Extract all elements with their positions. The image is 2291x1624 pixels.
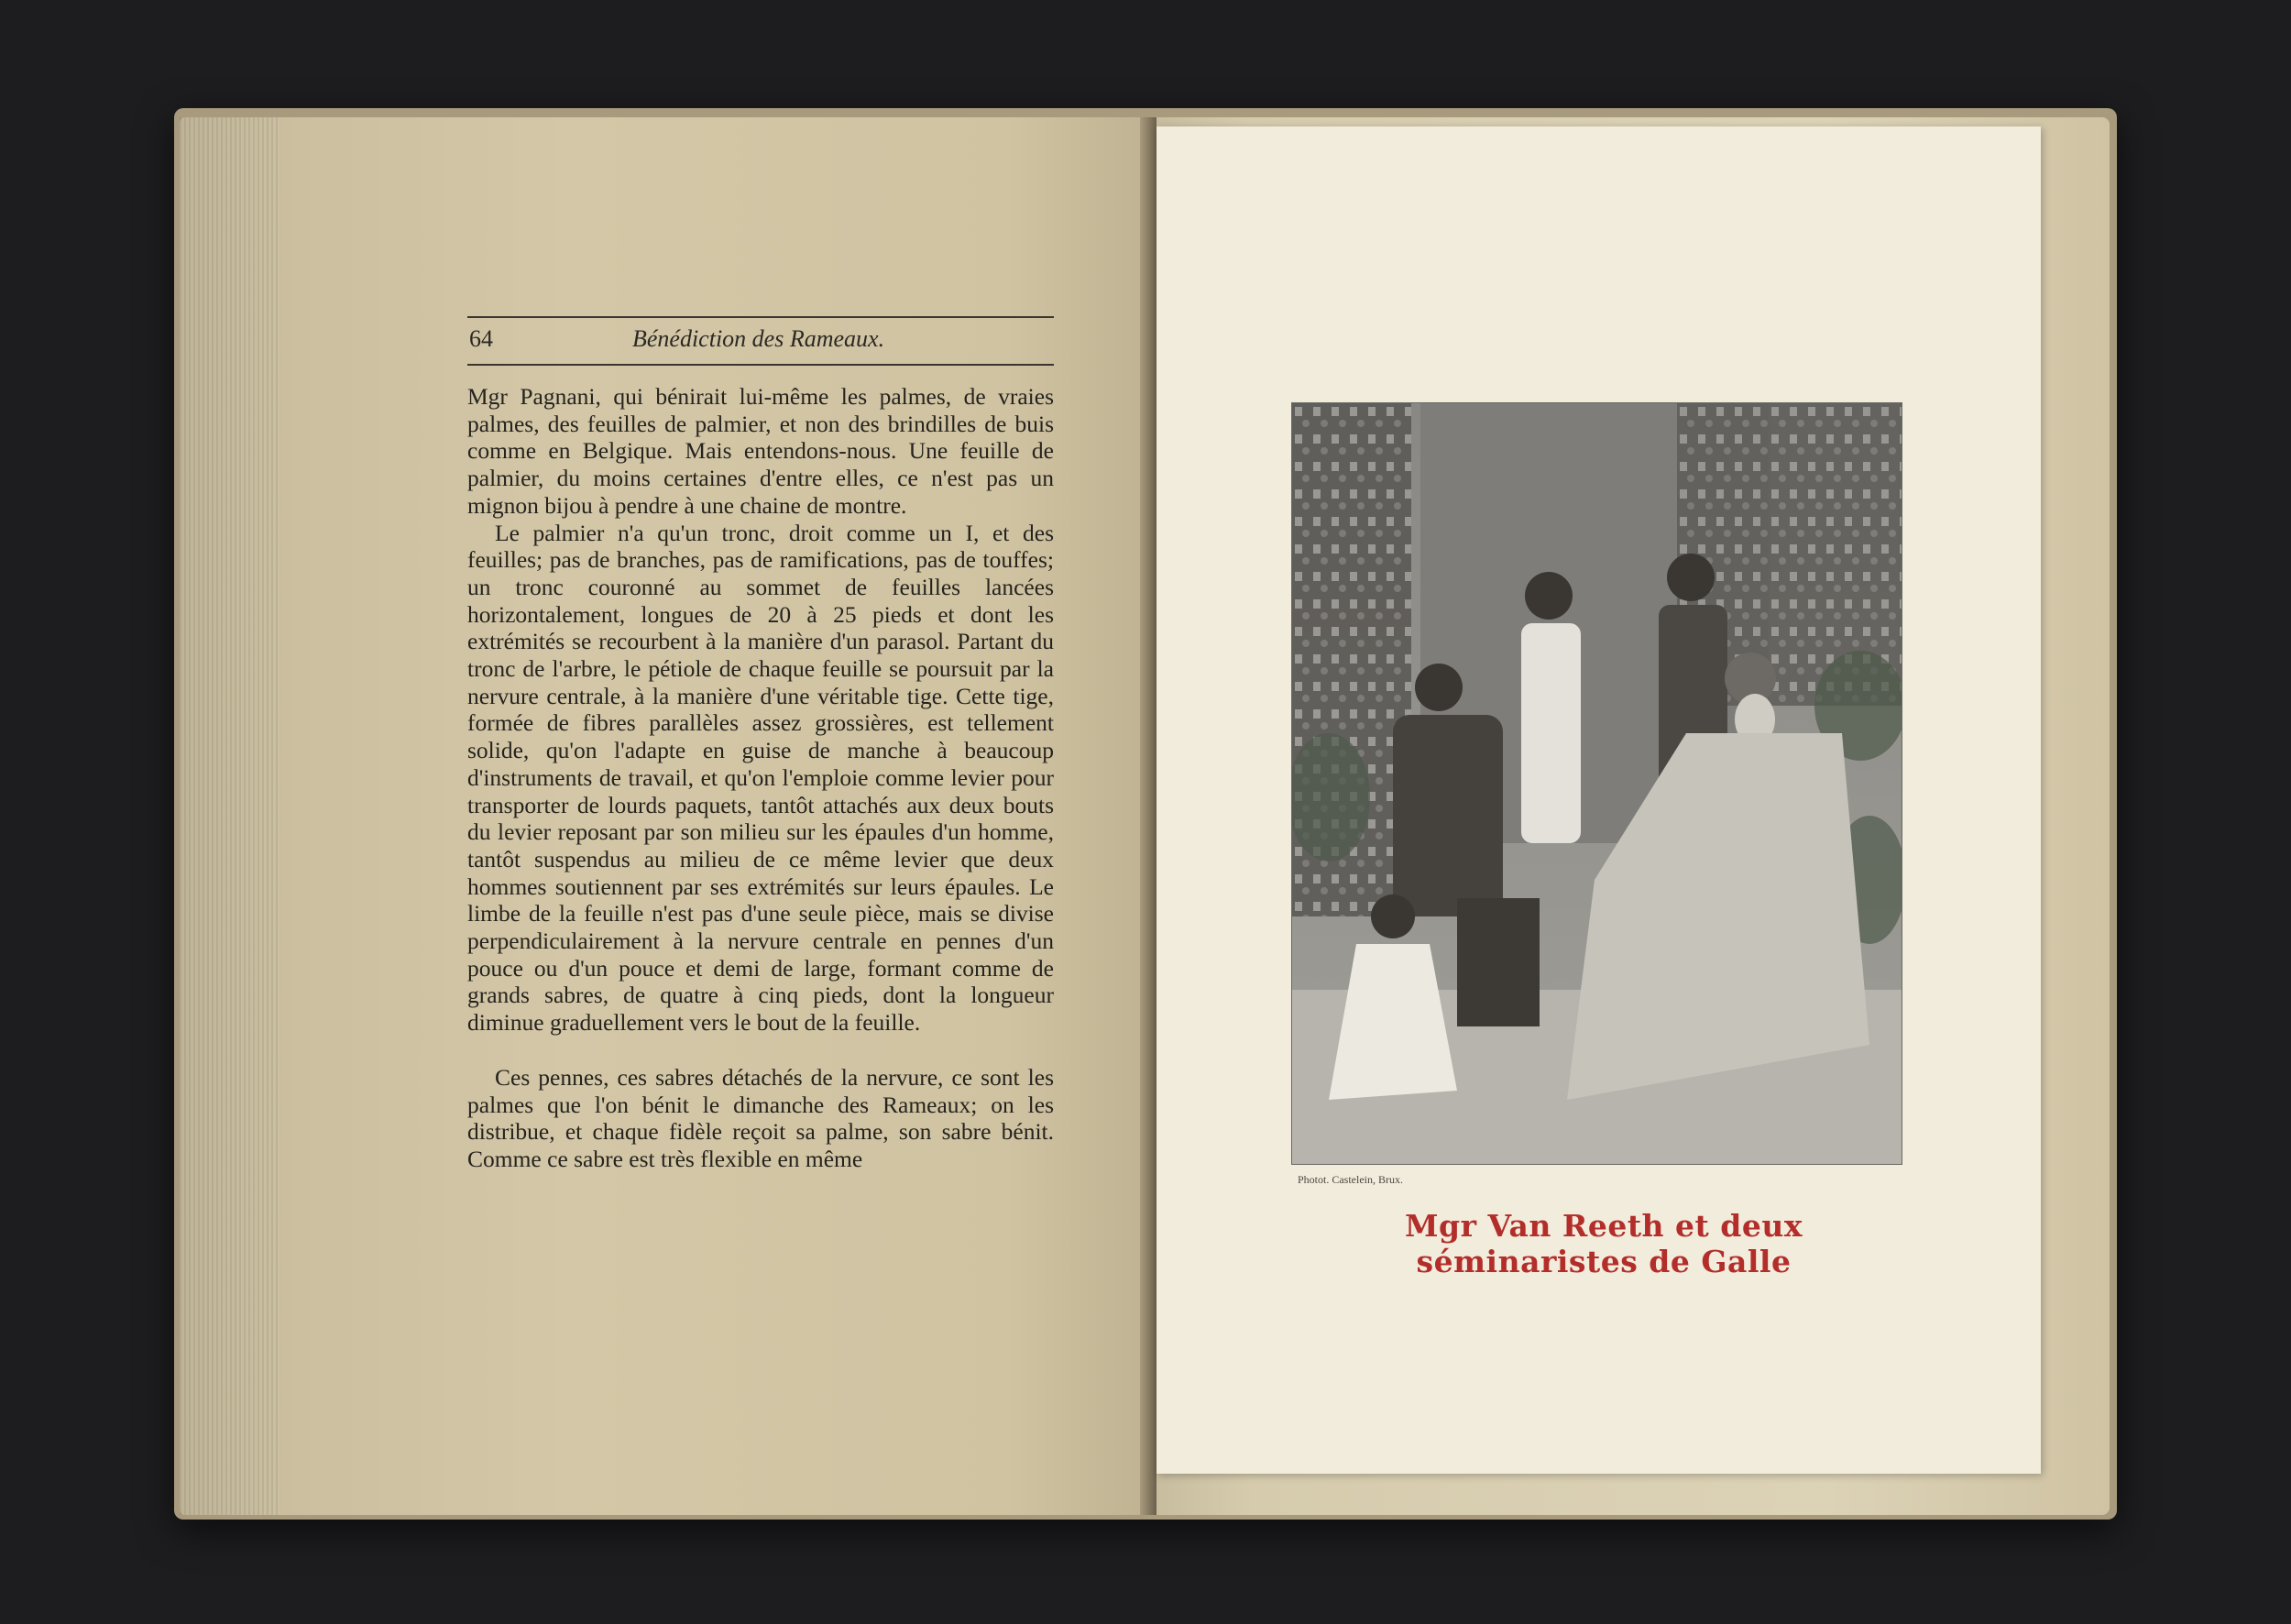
photo-credit: Photot. Castelein, Brux. — [1298, 1173, 1403, 1186]
body-text — [467, 383, 1054, 1173]
page-number: 64 — [469, 325, 493, 352]
paragraph: Ces pennes, ces sabres détachés de la nervure, ce sont les palmes que l'on bénit le dimanche des Rameaux; on les distribue, et chaque fidèle reçoit sa palme, son sabre bénit. Comme ce sabre est très flexible en même — [467, 1063, 1054, 1172]
paragraph: Le palmier n'a qu'un tronc, droit comme un I, et des feuilles; pas de branches, pas de ramifications, pas de touffes; un tronc couronné au sommet de feuilles lancées horizontalement, longues de 20 à 25 pieds et dont les extrémités se recourbent à la manière d'un parasol. Partant du tronc de l'arbre, le pétiole de chaque feuille se poursuit par la nervure centrale, à la manière d'une véritable tige. Cette tige, formée de fibres parallèles assez grossières, est tellement solide, qu'on l'adapte en guise de manche à beaucoup d'instruments de travail, et qu'on l'emploie comme levier pour transporter de lourds paquets, tantôt attachés aux deux bouts du levier reposant par son milieu sur les épaules d'un homme, tantôt suspendus au milieu de ce même levier que deux hommes soutiennent par ses extrémités sur leurs épaules. Le limbe de la feuille n'est pas d'une seule pièce, mais se divise perpendiculairement à la nervure centrale en pennes d'un pouce ou d'un pouce et demi de large, formant comme de grands sabres, de quatre à cinq pieds, dont la longueur diminue graduellement vers le bout de la feuille. — [467, 519, 1054, 1037]
paragraph: Mgr Pagnani, qui bénirait lui-même les palmes, de vraies palmes, des feuilles de palmier, et non des brindilles de buis comme en Belgique. Mais entendons-nous. Une feuille de palmier, du moins certaines d'entre elles, ce n'est pas un mignon bijou à pendre à une chaine de montre. — [467, 383, 1054, 519]
running-title: Bénédiction des Rameaux. — [632, 325, 885, 352]
page-edges — [180, 117, 280, 1515]
group-photograph — [1292, 403, 1902, 1164]
photograph-illustration — [1292, 403, 1902, 1164]
photo-caption: Mgr Van Reeth et deux séminaristes de Galle — [1404, 1208, 1803, 1279]
page-header — [467, 316, 1054, 366]
